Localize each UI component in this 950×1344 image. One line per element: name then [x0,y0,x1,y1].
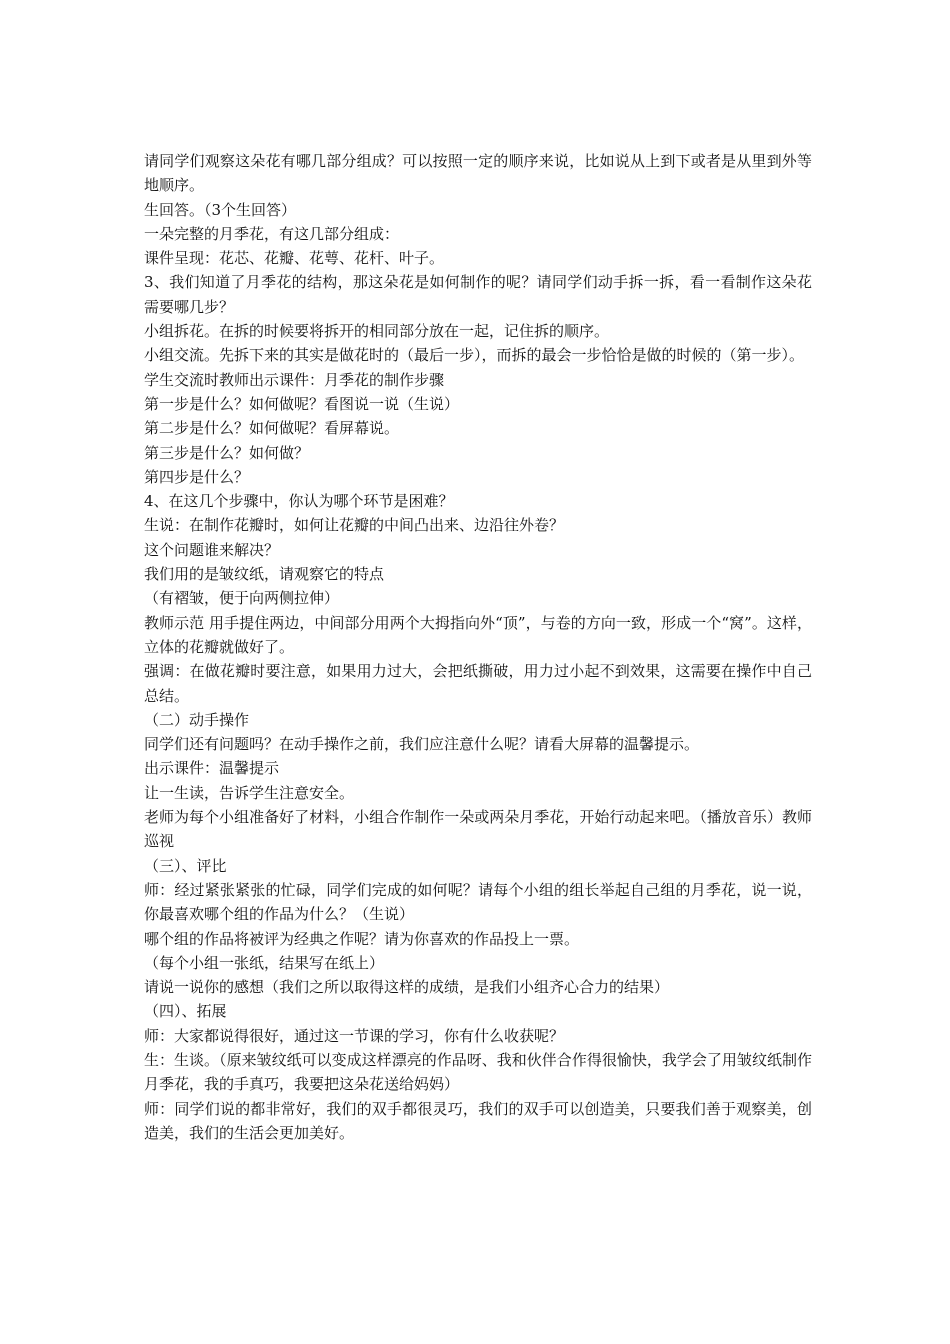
paragraph-22: 出示课件：温馨提示 [144,759,280,778]
paragraph-28: （每个小组一张纸，结果写在纸上） [144,953,385,972]
paragraph-4: 课件呈现：花芯、花瓣、花萼、花杆、叶子。 [144,249,445,268]
paragraph-31: 师：大家都说得很好，通过这一节课的学习，你有什么收获呢？ [144,1026,565,1045]
paragraph-12: 第四步是什么？ [144,467,250,486]
paragraph-33: 师：同学们说的都非常好，我们的双手都很灵巧，我们的双手可以创造美，只要我们善于观察美，创造美，我们的生活会更加美好。 [144,1099,812,1142]
paragraph-27: 哪个组的作品将被评为经典之作呢？请为你喜欢的作品投上一票。 [144,929,580,948]
paragraph-8: 学生交流时教师出示课件：月季花的制作步骤 [144,370,445,389]
paragraph-30: （四）、拓展 [144,1002,227,1021]
paragraph-24: 老师为每个小组准备好了材料，小组合作制作一朵或两朵月季花，开始行动起来吧。（播放音乐）教师巡视 [144,808,812,851]
paragraph-17: （有褶皱，便于向两侧拉伸） [144,589,340,608]
paragraph-9: 第一步是什么？如何做呢？看图说一说（生说） [144,394,460,413]
paragraph-29: 请说一说你的感想（我们之所以取得这样的成绩，是我们小组齐心合力的结果） [144,978,670,997]
document-body [144,149,812,1145]
paragraph-20: （二）动手操作 [144,710,250,729]
paragraph-14: 生说：在制作花瓣时，如何让花瓣的中间凸出来、边沿往外卷？ [144,516,565,535]
paragraph-25: （三）、评比 [144,856,227,875]
paragraph-19: 强调：在做花瓣时要注意，如果用力过大，会把纸撕破，用力过小起不到效果，这需要在操作中自己总结。 [144,662,812,705]
paragraph-26: 师：经过紧张紧张的忙碌，同学们完成的如何呢？请每个小组的组长举起自己组的月季花，说一说，你最喜欢哪个组的作品为什么？（生说） [144,880,812,924]
paragraph-1: 请同学们观察这朵花有哪几部分组成？可以按照一定的顺序来说，比如说从上到下或者是从里到外等地顺序。 [144,152,812,195]
paragraph-21: 同学们还有问题吗？在动手操作之前，我们应注意什么呢？请看大屏幕的温馨提示。 [144,735,700,754]
paragraph-3: 一朵完整的月季花，有这几部分组成： [144,224,400,243]
paragraph-18: 教师示范 用手提住两边，中间部分用两个大拇指向外“顶”，与卷的方向一致，形成一个“窝”。这样，立体的花瓣就做好了。 [144,613,812,656]
paragraph-16: 我们用的是皱纹纸，请观察它的特点 [144,565,385,584]
paragraph-11: 第三步是什么？如何做？ [144,443,310,462]
paragraph-2: 生回答。（3个生回答） [144,200,297,219]
paragraph-6: 小组拆花。在拆的时候要将拆开的相同部分放在一起，记住拆的顺序。 [144,322,610,341]
paragraph-10: 第二步是什么？如何做呢？看屏幕说。 [144,419,400,438]
paragraph-23: 让一生读，告诉学生注意安全。 [144,783,355,802]
paragraph-32: 生：生谈。（原来皱纹纸可以变成这样漂亮的作品呀、我和伙伴合作得很愉快，我学会了用皱纹纸制作月季花，我的手真巧，我要把这朵花送给妈妈） [144,1050,812,1094]
paragraph-15: 这个问题谁来解决？ [144,540,280,559]
paragraph-5: 3、我们知道了月季花的结构，那这朵花是如何制作的呢？请同学们动手拆一拆，看一看制作这朵花需要哪几步？ [144,273,812,316]
paragraph-7: 小组交流。先拆下来的其实是做花时的（最后一步），而拆的最会一步恰恰是做的时候的（第一步）。 [144,346,805,365]
paragraph-13: 4、在这几个步骤中，你认为哪个环节是困难？ [144,492,454,511]
